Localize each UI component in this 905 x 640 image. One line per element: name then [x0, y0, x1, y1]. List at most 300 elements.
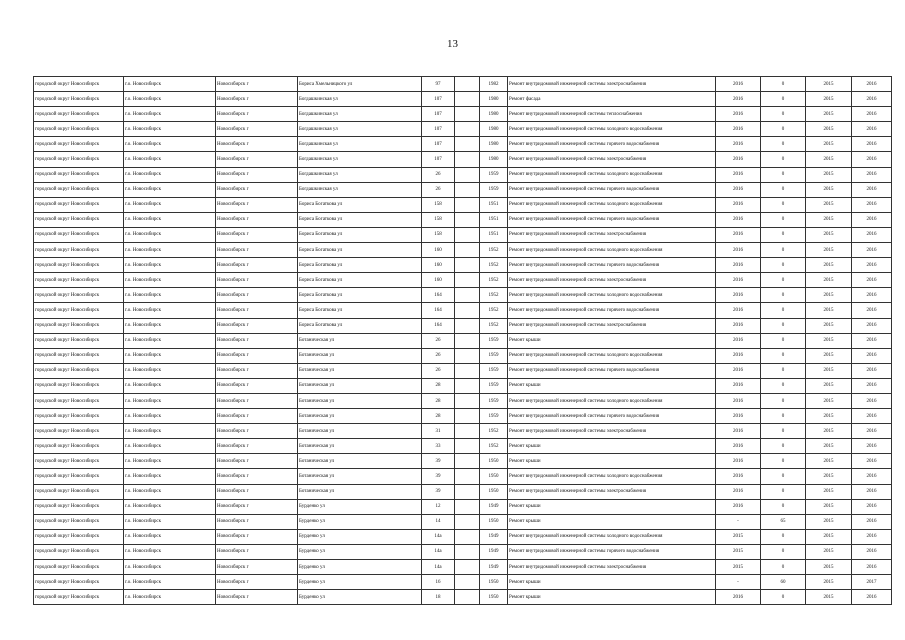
table-row: [34, 212, 892, 227]
cell-city: Новосибирск г: [216, 152, 298, 167]
cell-municipality-abbr: г.о. Новосибирск: [124, 514, 216, 529]
cell-street: Ботаническая ул: [298, 393, 422, 408]
cell-building: [455, 363, 480, 378]
cell-street: Бориса Богаткова ул: [298, 318, 422, 333]
cell-municipal-district: городской округ Новосибирск: [34, 137, 124, 152]
cell-work-type: Ремонт крыши: [508, 378, 716, 393]
cell-period-start: 2015: [806, 409, 852, 424]
cell-period-start: 2015: [806, 484, 852, 499]
table-row: [34, 318, 892, 333]
cell-work-type: Ремонт крыши: [508, 499, 716, 514]
cell-street: Бориса Богаткова ул: [298, 303, 422, 318]
cell-city: Новосибирск г: [216, 77, 298, 92]
cell-municipality-abbr: г.о. Новосибирск: [124, 227, 216, 242]
cell-year-built: 1959: [480, 333, 508, 348]
cell-work-type: Ремонт внутридомовой инженерной системы теплоснабжения: [508, 107, 716, 122]
cell-value: 0: [761, 348, 806, 363]
cell-work-type: Ремонт внутридомовой инженерной системы холодного водоснабжения: [508, 348, 716, 363]
cell-municipality-abbr: г.о. Новосибирск: [124, 484, 216, 499]
cell-period-start: 2015: [806, 152, 852, 167]
cell-plan-year: 2016: [716, 439, 761, 454]
table-row: [34, 378, 892, 393]
cell-year-built: 1959: [480, 363, 508, 378]
cell-work-type: Ремонт крыши: [508, 454, 716, 469]
cell-house-number: 16: [422, 575, 455, 590]
cell-house-number: 14: [422, 514, 455, 529]
cell-value: 0: [761, 484, 806, 499]
cell-value: 0: [761, 439, 806, 454]
cell-municipality-abbr: г.о. Новосибирск: [124, 424, 216, 439]
cell-plan-year: 2015: [716, 529, 761, 544]
table-row: [34, 122, 892, 137]
cell-house-number: 160: [422, 243, 455, 258]
cell-year-built: 1980: [480, 92, 508, 107]
cell-period-start: 2015: [806, 197, 852, 212]
cell-house-number: 14а: [422, 529, 455, 544]
table-row: [34, 77, 892, 92]
cell-municipality-abbr: г.о. Новосибирск: [124, 363, 216, 378]
cell-municipality-abbr: г.о. Новосибирск: [124, 77, 216, 92]
cell-value: 0: [761, 288, 806, 303]
cell-period-start: 2015: [806, 333, 852, 348]
cell-municipality-abbr: г.о. Новосибирск: [124, 182, 216, 197]
cell-work-type: Ремонт крыши: [508, 333, 716, 348]
cell-year-built: 1952: [480, 258, 508, 273]
cell-street: Бориса Богаткова ул: [298, 197, 422, 212]
cell-building: [455, 273, 480, 288]
cell-period-end: 2016: [852, 514, 892, 529]
cell-municipality-abbr: г.о. Новосибирск: [124, 529, 216, 544]
cell-period-start: 2015: [806, 424, 852, 439]
cell-period-end: 2016: [852, 273, 892, 288]
cell-municipal-district: городской округ Новосибирск: [34, 92, 124, 107]
cell-period-start: 2015: [806, 182, 852, 197]
cell-plan-year: 2016: [716, 484, 761, 499]
cell-plan-year: 2016: [716, 378, 761, 393]
cell-period-start: 2015: [806, 258, 852, 273]
cell-period-end: 2016: [852, 469, 892, 484]
cell-plan-year: 2016: [716, 424, 761, 439]
cell-work-type: Ремонт фасада: [508, 92, 716, 107]
cell-period-start: 2015: [806, 273, 852, 288]
cell-house-number: 26: [422, 167, 455, 182]
cell-street: Бурденко ул: [298, 499, 422, 514]
cell-street: Ботаническая ул: [298, 454, 422, 469]
cell-plan-year: 2016: [716, 258, 761, 273]
cell-period-end: 2016: [852, 137, 892, 152]
cell-municipality-abbr: г.о. Новосибирск: [124, 393, 216, 408]
cell-work-type: Ремонт внутридомовой инженерной системы горячего водоснабжения: [508, 303, 716, 318]
cell-year-built: 1950: [480, 469, 508, 484]
table-row: [34, 575, 892, 590]
cell-period-start: 2015: [806, 469, 852, 484]
cell-value: 0: [761, 167, 806, 182]
cell-house-number: 158: [422, 227, 455, 242]
cell-municipal-district: городской округ Новосибирск: [34, 529, 124, 544]
cell-building: [455, 197, 480, 212]
cell-year-built: 1952: [480, 424, 508, 439]
page-number: 13: [447, 38, 458, 50]
cell-house-number: 39: [422, 484, 455, 499]
cell-year-built: 1959: [480, 409, 508, 424]
cell-year-built: 1959: [480, 393, 508, 408]
cell-period-start: 2015: [806, 288, 852, 303]
table-row: [34, 590, 892, 605]
table-row: [34, 273, 892, 288]
cell-municipal-district: городской округ Новосибирск: [34, 454, 124, 469]
cell-plan-year: -: [716, 514, 761, 529]
cell-plan-year: 2015: [716, 560, 761, 575]
cell-period-end: 2016: [852, 77, 892, 92]
cell-period-end: 2016: [852, 378, 892, 393]
cell-house-number: 107: [422, 122, 455, 137]
cell-plan-year: 2016: [716, 499, 761, 514]
cell-plan-year: 2016: [716, 469, 761, 484]
cell-municipal-district: городской округ Новосибирск: [34, 439, 124, 454]
cell-work-type: Ремонт внутридомовой инженерной системы электроснабжения: [508, 318, 716, 333]
cell-house-number: 28: [422, 409, 455, 424]
cell-work-type: Ремонт внутридомовой инженерной системы электроснабжения: [508, 227, 716, 242]
cell-house-number: 160: [422, 273, 455, 288]
table-row: [34, 152, 892, 167]
table-row: [34, 288, 892, 303]
cell-value: 0: [761, 333, 806, 348]
cell-year-built: 1952: [480, 273, 508, 288]
cell-municipality-abbr: г.о. Новосибирск: [124, 499, 216, 514]
cell-value: 0: [761, 590, 806, 605]
cell-building: [455, 439, 480, 454]
cell-house-number: 107: [422, 92, 455, 107]
cell-period-start: 2015: [806, 137, 852, 152]
cell-city: Новосибирск г: [216, 560, 298, 575]
cell-building: [455, 182, 480, 197]
table-row: [34, 333, 892, 348]
cell-municipal-district: городской округ Новосибирск: [34, 499, 124, 514]
cell-year-built: 1959: [480, 167, 508, 182]
cell-municipal-district: городской округ Новосибирск: [34, 243, 124, 258]
cell-building: [455, 409, 480, 424]
cell-street: Богдашкинская ул: [298, 92, 422, 107]
cell-value: 0: [761, 544, 806, 559]
cell-period-start: 2015: [806, 575, 852, 590]
cell-period-end: 2016: [852, 393, 892, 408]
cell-city: Новосибирск г: [216, 439, 298, 454]
cell-building: [455, 167, 480, 182]
cell-city: Новосибирск г: [216, 393, 298, 408]
cell-city: Новосибирск г: [216, 318, 298, 333]
cell-period-end: 2016: [852, 318, 892, 333]
cell-year-built: 1952: [480, 318, 508, 333]
cell-period-end: 2016: [852, 424, 892, 439]
cell-period-start: 2015: [806, 212, 852, 227]
cell-year-built: 1951: [480, 197, 508, 212]
cell-period-start: 2015: [806, 122, 852, 137]
cell-municipality-abbr: г.о. Новосибирск: [124, 560, 216, 575]
cell-work-type: Ремонт внутридомовой инженерной системы холодного водоснабжения: [508, 122, 716, 137]
cell-plan-year: 2016: [716, 348, 761, 363]
cell-work-type: Ремонт внутридомовой инженерной системы горячего водоснабжения: [508, 182, 716, 197]
cell-work-type: Ремонт внутридомовой инженерной системы электроснабжения: [508, 424, 716, 439]
cell-city: Новосибирск г: [216, 575, 298, 590]
cell-building: [455, 484, 480, 499]
cell-period-start: 2015: [806, 303, 852, 318]
cell-value: 0: [761, 409, 806, 424]
cell-year-built: 1949: [480, 560, 508, 575]
cell-building: [455, 454, 480, 469]
cell-street: Богдашкинская ул: [298, 122, 422, 137]
cell-building: [455, 122, 480, 137]
cell-municipality-abbr: г.о. Новосибирск: [124, 378, 216, 393]
cell-city: Новосибирск г: [216, 409, 298, 424]
cell-period-end: 2016: [852, 258, 892, 273]
cell-period-end: 2017: [852, 575, 892, 590]
cell-period-start: 2015: [806, 243, 852, 258]
cell-year-built: 1952: [480, 243, 508, 258]
cell-year-built: 1980: [480, 107, 508, 122]
table-row: [34, 439, 892, 454]
cell-work-type: Ремонт внутридомовой инженерной системы электроснабжения: [508, 273, 716, 288]
table-row: [34, 227, 892, 242]
cell-value: 0: [761, 182, 806, 197]
cell-municipality-abbr: г.о. Новосибирск: [124, 303, 216, 318]
cell-building: [455, 590, 480, 605]
cell-plan-year: -: [716, 575, 761, 590]
cell-value: 0: [761, 107, 806, 122]
cell-street: Бурденко ул: [298, 544, 422, 559]
table-row: [34, 529, 892, 544]
cell-value: 0: [761, 227, 806, 242]
cell-building: [455, 560, 480, 575]
table-row: [34, 454, 892, 469]
cell-work-type: Ремонт внутридомовой инженерной системы холодного водоснабжения: [508, 469, 716, 484]
cell-plan-year: 2016: [716, 227, 761, 242]
cell-plan-year: 2016: [716, 243, 761, 258]
cell-street: Бурденко ул: [298, 560, 422, 575]
cell-plan-year: 2016: [716, 273, 761, 288]
cell-municipal-district: городской округ Новосибирск: [34, 348, 124, 363]
cell-city: Новосибирск г: [216, 363, 298, 378]
cell-house-number: 107: [422, 152, 455, 167]
cell-period-end: 2016: [852, 363, 892, 378]
cell-house-number: 39: [422, 469, 455, 484]
cell-work-type: Ремонт внутридомовой инженерной системы электроснабжения: [508, 152, 716, 167]
cell-value: 0: [761, 454, 806, 469]
cell-municipality-abbr: г.о. Новосибирск: [124, 122, 216, 137]
cell-street: Бориса Богаткова ул: [298, 243, 422, 258]
cell-house-number: 160: [422, 258, 455, 273]
cell-building: [455, 288, 480, 303]
cell-work-type: Ремонт крыши: [508, 590, 716, 605]
cell-value: 0: [761, 273, 806, 288]
cell-plan-year: 2016: [716, 409, 761, 424]
cell-period-start: 2015: [806, 363, 852, 378]
cell-street: Ботаническая ул: [298, 469, 422, 484]
cell-year-built: 1950: [480, 514, 508, 529]
cell-city: Новосибирск г: [216, 107, 298, 122]
cell-work-type: Ремонт внутридомовой инженерной системы горячего водоснабжения: [508, 544, 716, 559]
cell-house-number: 158: [422, 212, 455, 227]
cell-period-start: 2015: [806, 454, 852, 469]
cell-plan-year: 2016: [716, 288, 761, 303]
cell-municipality-abbr: г.о. Новосибирск: [124, 454, 216, 469]
cell-building: [455, 529, 480, 544]
cell-work-type: Ремонт внутридомовой инженерной системы электроснабжения: [508, 484, 716, 499]
cell-municipality-abbr: г.о. Новосибирск: [124, 212, 216, 227]
cell-plan-year: 2016: [716, 167, 761, 182]
cell-city: Новосибирск г: [216, 333, 298, 348]
cell-house-number: 33: [422, 439, 455, 454]
table-row: [34, 393, 892, 408]
cell-municipal-district: городской округ Новосибирск: [34, 197, 124, 212]
cell-period-start: 2015: [806, 77, 852, 92]
cell-municipality-abbr: г.о. Новосибирск: [124, 575, 216, 590]
cell-city: Новосибирск г: [216, 499, 298, 514]
cell-period-start: 2015: [806, 318, 852, 333]
cell-value: 0: [761, 212, 806, 227]
cell-building: [455, 393, 480, 408]
cell-municipal-district: городской округ Новосибирск: [34, 575, 124, 590]
cell-city: Новосибирск г: [216, 122, 298, 137]
cell-period-start: 2015: [806, 378, 852, 393]
cell-street: Бурденко ул: [298, 529, 422, 544]
cell-building: [455, 499, 480, 514]
cell-period-end: 2016: [852, 122, 892, 137]
cell-plan-year: 2016: [716, 333, 761, 348]
cell-year-built: 1980: [480, 152, 508, 167]
cell-building: [455, 77, 480, 92]
cell-municipality-abbr: г.о. Новосибирск: [124, 243, 216, 258]
table-row: [34, 469, 892, 484]
cell-municipality-abbr: г.о. Новосибирск: [124, 92, 216, 107]
table-row: [34, 363, 892, 378]
cell-work-type: Ремонт внутридомовой инженерной системы холодного водоснабжения: [508, 288, 716, 303]
cell-municipality-abbr: г.о. Новосибирск: [124, 590, 216, 605]
cell-value: 0: [761, 197, 806, 212]
cell-city: Новосибирск г: [216, 197, 298, 212]
cell-work-type: Ремонт внутридомовой инженерной системы холодного водоснабжения: [508, 167, 716, 182]
cell-value: 0: [761, 469, 806, 484]
cell-house-number: 14а: [422, 560, 455, 575]
cell-city: Новосибирск г: [216, 424, 298, 439]
cell-building: [455, 137, 480, 152]
cell-street: Ботаническая ул: [298, 484, 422, 499]
cell-period-end: 2016: [852, 499, 892, 514]
cell-year-built: 1952: [480, 439, 508, 454]
capital-repair-table: [33, 76, 892, 605]
cell-house-number: 26: [422, 182, 455, 197]
cell-municipal-district: городской округ Новосибирск: [34, 288, 124, 303]
cell-street: Богдашкинская ул: [298, 152, 422, 167]
cell-work-type: Ремонт внутридомовой инженерной системы электроснабжения: [508, 560, 716, 575]
cell-period-end: 2016: [852, 182, 892, 197]
cell-plan-year: 2015: [716, 544, 761, 559]
cell-work-type: Ремонт внутридомовой инженерной системы горячего водоснабжения: [508, 409, 716, 424]
cell-building: [455, 424, 480, 439]
cell-municipal-district: городской округ Новосибирск: [34, 258, 124, 273]
cell-street: Ботаническая ул: [298, 409, 422, 424]
cell-municipality-abbr: г.о. Новосибирск: [124, 544, 216, 559]
cell-period-end: 2016: [852, 167, 892, 182]
cell-value: 0: [761, 529, 806, 544]
cell-plan-year: 2016: [716, 303, 761, 318]
table-row: [34, 348, 892, 363]
cell-period-start: 2015: [806, 167, 852, 182]
table-row: [34, 137, 892, 152]
cell-period-end: 2016: [852, 227, 892, 242]
cell-period-start: 2015: [806, 439, 852, 454]
cell-period-end: 2016: [852, 590, 892, 605]
cell-plan-year: 2016: [716, 152, 761, 167]
cell-year-built: 1949: [480, 529, 508, 544]
cell-city: Новосибирск г: [216, 348, 298, 363]
cell-value: 60: [761, 575, 806, 590]
cell-period-end: 2016: [852, 303, 892, 318]
cell-street: Бурденко ул: [298, 575, 422, 590]
cell-city: Новосибирск г: [216, 469, 298, 484]
cell-year-built: 1980: [480, 122, 508, 137]
cell-city: Новосибирск г: [216, 303, 298, 318]
cell-street: Бурденко ул: [298, 514, 422, 529]
cell-plan-year: 2016: [716, 318, 761, 333]
cell-building: [455, 544, 480, 559]
cell-building: [455, 107, 480, 122]
cell-municipal-district: городской округ Новосибирск: [34, 469, 124, 484]
cell-house-number: 26: [422, 348, 455, 363]
cell-plan-year: 2016: [716, 197, 761, 212]
table-row: [34, 182, 892, 197]
cell-city: Новосибирск г: [216, 273, 298, 288]
cell-work-type: Ремонт внутридомовой инженерной системы холодного водоснабжения: [508, 393, 716, 408]
cell-value: 0: [761, 318, 806, 333]
cell-year-built: 1950: [480, 484, 508, 499]
cell-street: Богдашкинская ул: [298, 182, 422, 197]
cell-city: Новосибирск г: [216, 544, 298, 559]
cell-period-start: 2015: [806, 348, 852, 363]
cell-value: 0: [761, 258, 806, 273]
cell-period-start: 2015: [806, 514, 852, 529]
cell-house-number: 158: [422, 197, 455, 212]
cell-house-number: 12: [422, 499, 455, 514]
cell-municipality-abbr: г.о. Новосибирск: [124, 273, 216, 288]
cell-plan-year: 2016: [716, 363, 761, 378]
cell-value: 0: [761, 378, 806, 393]
cell-street: Богдашкинская ул: [298, 107, 422, 122]
cell-period-end: 2016: [852, 454, 892, 469]
cell-period-end: 2016: [852, 92, 892, 107]
cell-street: Бурденко ул: [298, 590, 422, 605]
cell-building: [455, 92, 480, 107]
cell-house-number: 26: [422, 363, 455, 378]
cell-municipal-district: городской округ Новосибирск: [34, 182, 124, 197]
cell-municipality-abbr: г.о. Новосибирск: [124, 318, 216, 333]
cell-street: Ботаническая ул: [298, 348, 422, 363]
cell-year-built: 1950: [480, 575, 508, 590]
table-row: [34, 409, 892, 424]
cell-municipal-district: городской округ Новосибирск: [34, 152, 124, 167]
cell-period-end: 2016: [852, 152, 892, 167]
cell-value: 0: [761, 152, 806, 167]
table-row: [34, 424, 892, 439]
cell-municipality-abbr: г.о. Новосибирск: [124, 288, 216, 303]
cell-plan-year: 2016: [716, 590, 761, 605]
cell-street: Бориса Богаткова ул: [298, 227, 422, 242]
cell-building: [455, 152, 480, 167]
cell-house-number: 107: [422, 107, 455, 122]
cell-municipality-abbr: г.о. Новосибирск: [124, 333, 216, 348]
cell-municipal-district: городской округ Новосибирск: [34, 363, 124, 378]
cell-city: Новосибирск г: [216, 590, 298, 605]
cell-building: [455, 333, 480, 348]
